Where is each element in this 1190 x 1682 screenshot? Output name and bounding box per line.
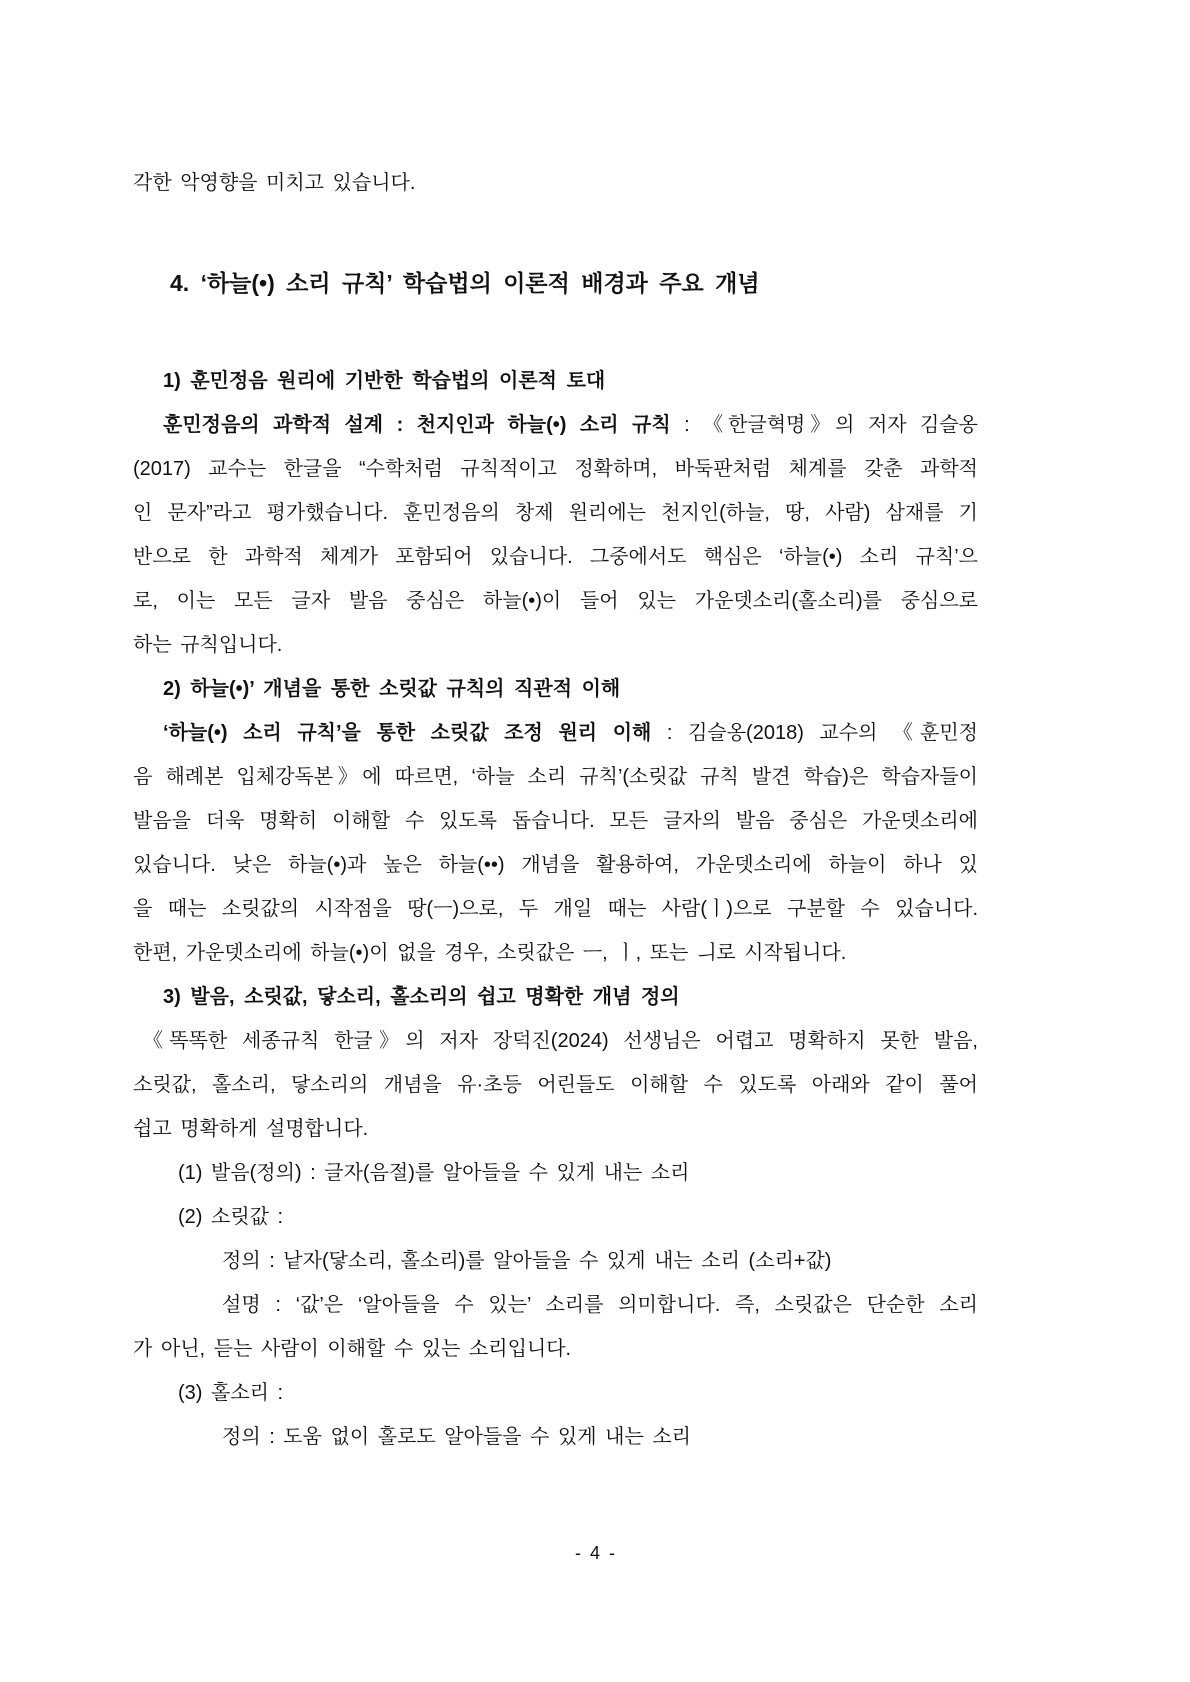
- subsection-2-lead-line: [133, 711, 978, 755]
- sound-value-explanation-cont: 가 아닌, 듣는 사람이 이해할 수 있는 소리입니다.: [133, 1338, 572, 1360]
- vowel-definition: 정의 : 도움 없이 홀로도 알아들을 수 있게 내는 소리: [222, 1426, 691, 1448]
- subsection-2-lead-bold: ‘하늘(•) 소리 규칙’을 통한 소릿값 조정 원리 이해: [163, 722, 652, 744]
- definition-item-vowel: (3) 홀소리 :: [178, 1382, 284, 1404]
- section-heading: 4. ‘하늘(•) 소리 규칙’ 학습법의 이론적 배경과 주요 개념: [170, 270, 760, 296]
- paragraph-line: 인 문자”라고 평가했습니다. 훈민정음의 창제 원리에는 천지인(하늘, 땅, 사람) 삼재를 기: [133, 502, 978, 524]
- subsection-2-lead-rest: : 김슬옹(2018) 교수의 《훈민정: [651, 722, 978, 744]
- paragraph-line: (2017) 교수는 한글을 “수학처럼 규칙적이고 정확하며, 바둑판처럼 체계를 갖춘 과학적: [133, 458, 978, 480]
- paragraph-line: 반으로 한 과학적 체계가 포함되어 있습니다. 그중에서도 핵심은 ‘하늘(•) 소리 규칙’으: [133, 546, 978, 568]
- subsection-1-heading: 1) 훈민정음 원리에 기반한 학습법의 이론적 토대: [163, 370, 606, 392]
- subsection-3-heading: 3) 발음, 소릿값, 닿소리, 홀소리의 쉽고 명확한 개념 정의: [163, 986, 680, 1008]
- sound-value-definition: 정의 : 낱자(닿소리, 홀소리)를 알아들을 수 있게 내는 소리 (소리+값): [222, 1250, 832, 1272]
- subsection-1-lead-rest: : 《한글혁명》의 저자 김슬옹: [670, 414, 979, 436]
- paragraph-line: 있습니다. 낮은 하늘(•)과 높은 하늘(••) 개념을 활용하여, 가운뎃소리에 하늘이 하나 있: [133, 854, 978, 876]
- paragraph-line: 쉽고 명확하게 설명합니다.: [133, 1118, 369, 1140]
- definition-item-pronunciation: (1) 발음(정의) : 글자(음절)를 알아들을 수 있게 내는 소리: [178, 1162, 690, 1184]
- definition-item-sound-value: (2) 소릿값 :: [178, 1206, 284, 1228]
- paragraph-line: 음 해례본 입체강독본》에 따르면, ‘하늘 소리 규칙’(소릿값 규칙 발견 학습)은 학습자들이: [133, 766, 978, 788]
- subsection-2-heading: 2) 하늘(•)’ 개념을 통한 소릿값 규칙의 직관적 이해: [163, 678, 621, 700]
- document-body: [133, 161, 978, 1459]
- subsection-1-lead-bold: 훈민정음의 과학적 설계 : 천지인과 하늘(•) 소리 규칙: [163, 414, 671, 436]
- paragraph-line: 《똑똑한 세종규칙 한글》의 저자 장덕진(2024) 선생님은 어렵고 명확하지 못한 발음,: [143, 1030, 978, 1052]
- sound-value-explanation: 설명 : ‘값’은 ‘알아들을 수 있는’ 소리를 의미합니다. 즉, 소릿값은 단순한 소리: [222, 1294, 978, 1316]
- page-number: - 4 -: [574, 1543, 615, 1563]
- paragraph-line: 소릿값, 홀소리, 닿소리의 개념을 유·초등 어린들도 이해할 수 있도록 아래와 같이 풀어: [133, 1074, 978, 1096]
- paragraph-line: 로, 이는 모든 글자 발음 중심은 하늘(•)이 들어 있는 가운뎃소리(홀소리)를 중심으로: [133, 590, 978, 612]
- paragraph-line: 한편, 가운뎃소리에 하늘(•)이 없을 경우, 소릿값은 ㅡ, ㅣ, 또는 ㅢ로 시작됩니다.: [133, 942, 847, 964]
- paragraph-line: 을 때는 소릿값의 시작점을 땅(ㅡ)으로, 두 개일 때는 사람(ㅣ)으로 구분할 수 있습니다.: [133, 898, 978, 920]
- continuation-line: 각한 악영향을 미치고 있습니다.: [133, 172, 416, 194]
- paragraph-line: 하는 규칙입니다.: [133, 634, 283, 656]
- subsection-1-lead-line: [133, 403, 978, 447]
- paragraph-line: 발음을 더욱 명확히 이해할 수 있도록 돕습니다. 모든 글자의 발음 중심은 가운뎃소리에: [133, 810, 978, 832]
